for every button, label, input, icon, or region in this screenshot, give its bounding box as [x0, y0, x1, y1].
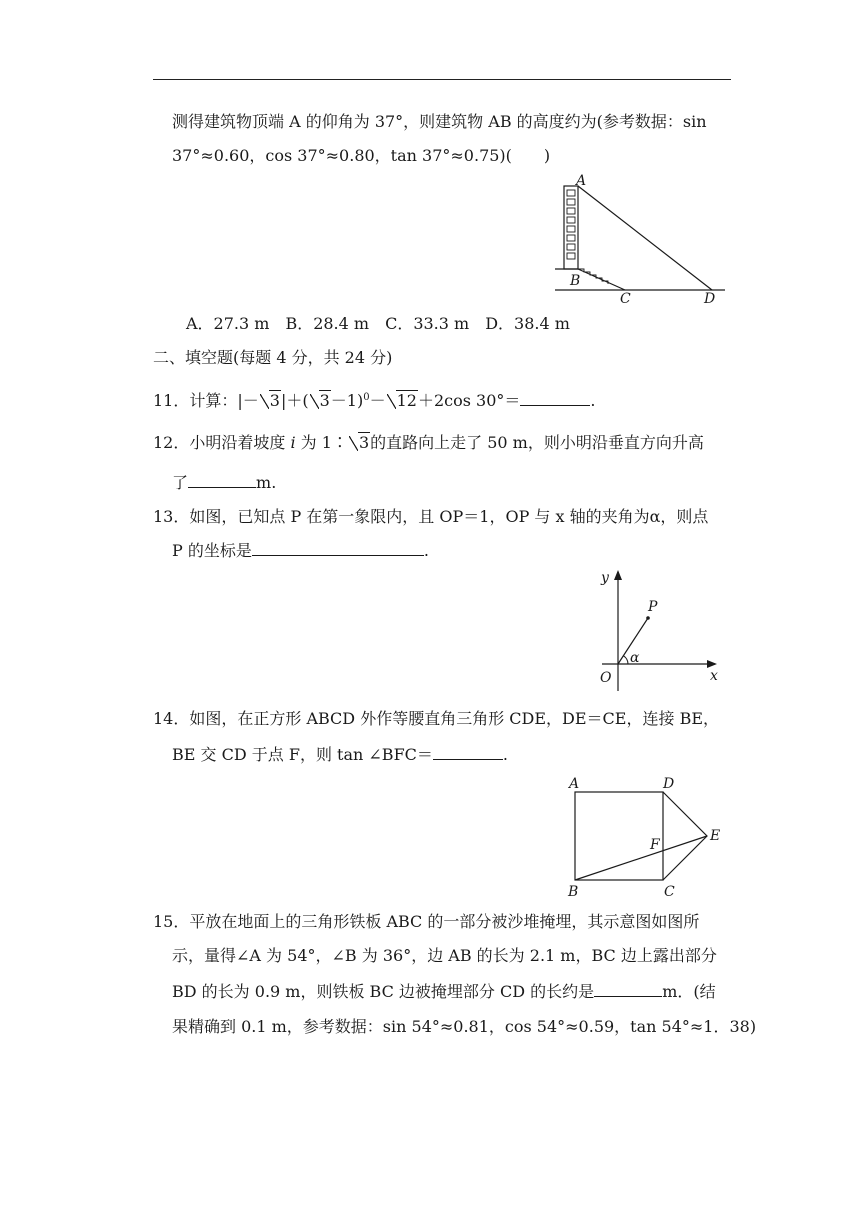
q13-coordinate-figure [590, 566, 730, 696]
q14-line2: BE 交 CD 于点 F，则 tan ∠BFC＝ . [172, 745, 509, 764]
q10-label-b: B [570, 273, 581, 289]
sqrt-3-b: 3 [310, 391, 331, 411]
q15-line4: 果精确到 0.1 m，参考数据：sin 54°≈0.81，cos 54°≈0.59，tan 54°≈1．38) [172, 1017, 757, 1036]
q11-line: 11．计算：|－ 3|＋( 3－1)$^0$－ 12＋2cos 30°＝ . [153, 391, 596, 410]
q14-label-f: F [650, 837, 660, 853]
q12-answer-blank [188, 473, 256, 488]
q12-line2: 了 m. [172, 473, 277, 492]
sqrt-12: 12 [387, 391, 418, 411]
q10-line2: 37°≈0.60，cos 37°≈0.80，tan 37°≈0.75)( ) [172, 146, 551, 165]
q10-line1: 测得建筑物顶端 A 的仰角为 37°，则建筑物 AB 的高度约为(参考数据：sin [172, 112, 707, 131]
q13-label-p: P [648, 599, 658, 615]
sqrt-3-a: 3 [260, 391, 281, 411]
q13-answer-blank [252, 541, 424, 556]
q10-options: A．27.3 m B．28.4 m C．33.3 m D．38.4 m [186, 314, 570, 333]
q13-label-y: y [601, 570, 609, 586]
q13-label-x: x [710, 668, 718, 684]
section-heading: 二、填空题(每题 4 分，共 24 分) [153, 348, 393, 367]
q15-line2: 示，量得∠A 为 54°，∠B 为 36°，边 AB 的长为 2.1 m，BC 边上露出部分 [172, 946, 717, 965]
q11-answer-blank [520, 391, 590, 406]
q14-label-d: D [663, 776, 675, 792]
q10-label-d: D [704, 291, 716, 307]
q15-line1: 15．平放在地面上的三角形铁板 ABC 的一部分被沙堆掩埋，其示意图如图所 [153, 912, 700, 931]
header-rule [153, 79, 731, 80]
q15-line3: BD 的长为 0.9 m，则铁板 BC 边被掩埋部分 CD 的长约是 m．(结 [172, 982, 716, 1001]
q14-label-e: E [710, 828, 721, 844]
q13-label-alpha: α [630, 650, 640, 666]
q14-line1: 14．如图，在正方形 ABCD 外作等腰直角三角形 CDE，DE＝CE，连接 BE， [153, 709, 720, 728]
q10-label-c: C [620, 291, 631, 307]
q10-label-a: A [576, 173, 587, 189]
q13-label-o: O [600, 670, 612, 686]
q14-label-a: A [569, 776, 580, 792]
q13-line1: 13．如图，已知点 P 在第一象限内，且 OP＝1，OP 与 x 轴的夹角为α，则点 [153, 507, 709, 526]
q14-label-b: B [568, 884, 579, 900]
q14-label-c: C [664, 884, 675, 900]
q15-answer-blank [594, 982, 662, 997]
q14-answer-blank [433, 745, 503, 760]
q14-square-figure [560, 772, 730, 902]
q12-line1: 12．小明沿着坡度 i 为 1∶ 3的直路向上走了 50 m，则小明沿垂直方向升高 [153, 433, 704, 452]
sqrt-3-c: 3 [349, 433, 370, 453]
q10-building-figure [550, 172, 730, 307]
q13-line2: P 的坐标是 . [172, 541, 429, 560]
